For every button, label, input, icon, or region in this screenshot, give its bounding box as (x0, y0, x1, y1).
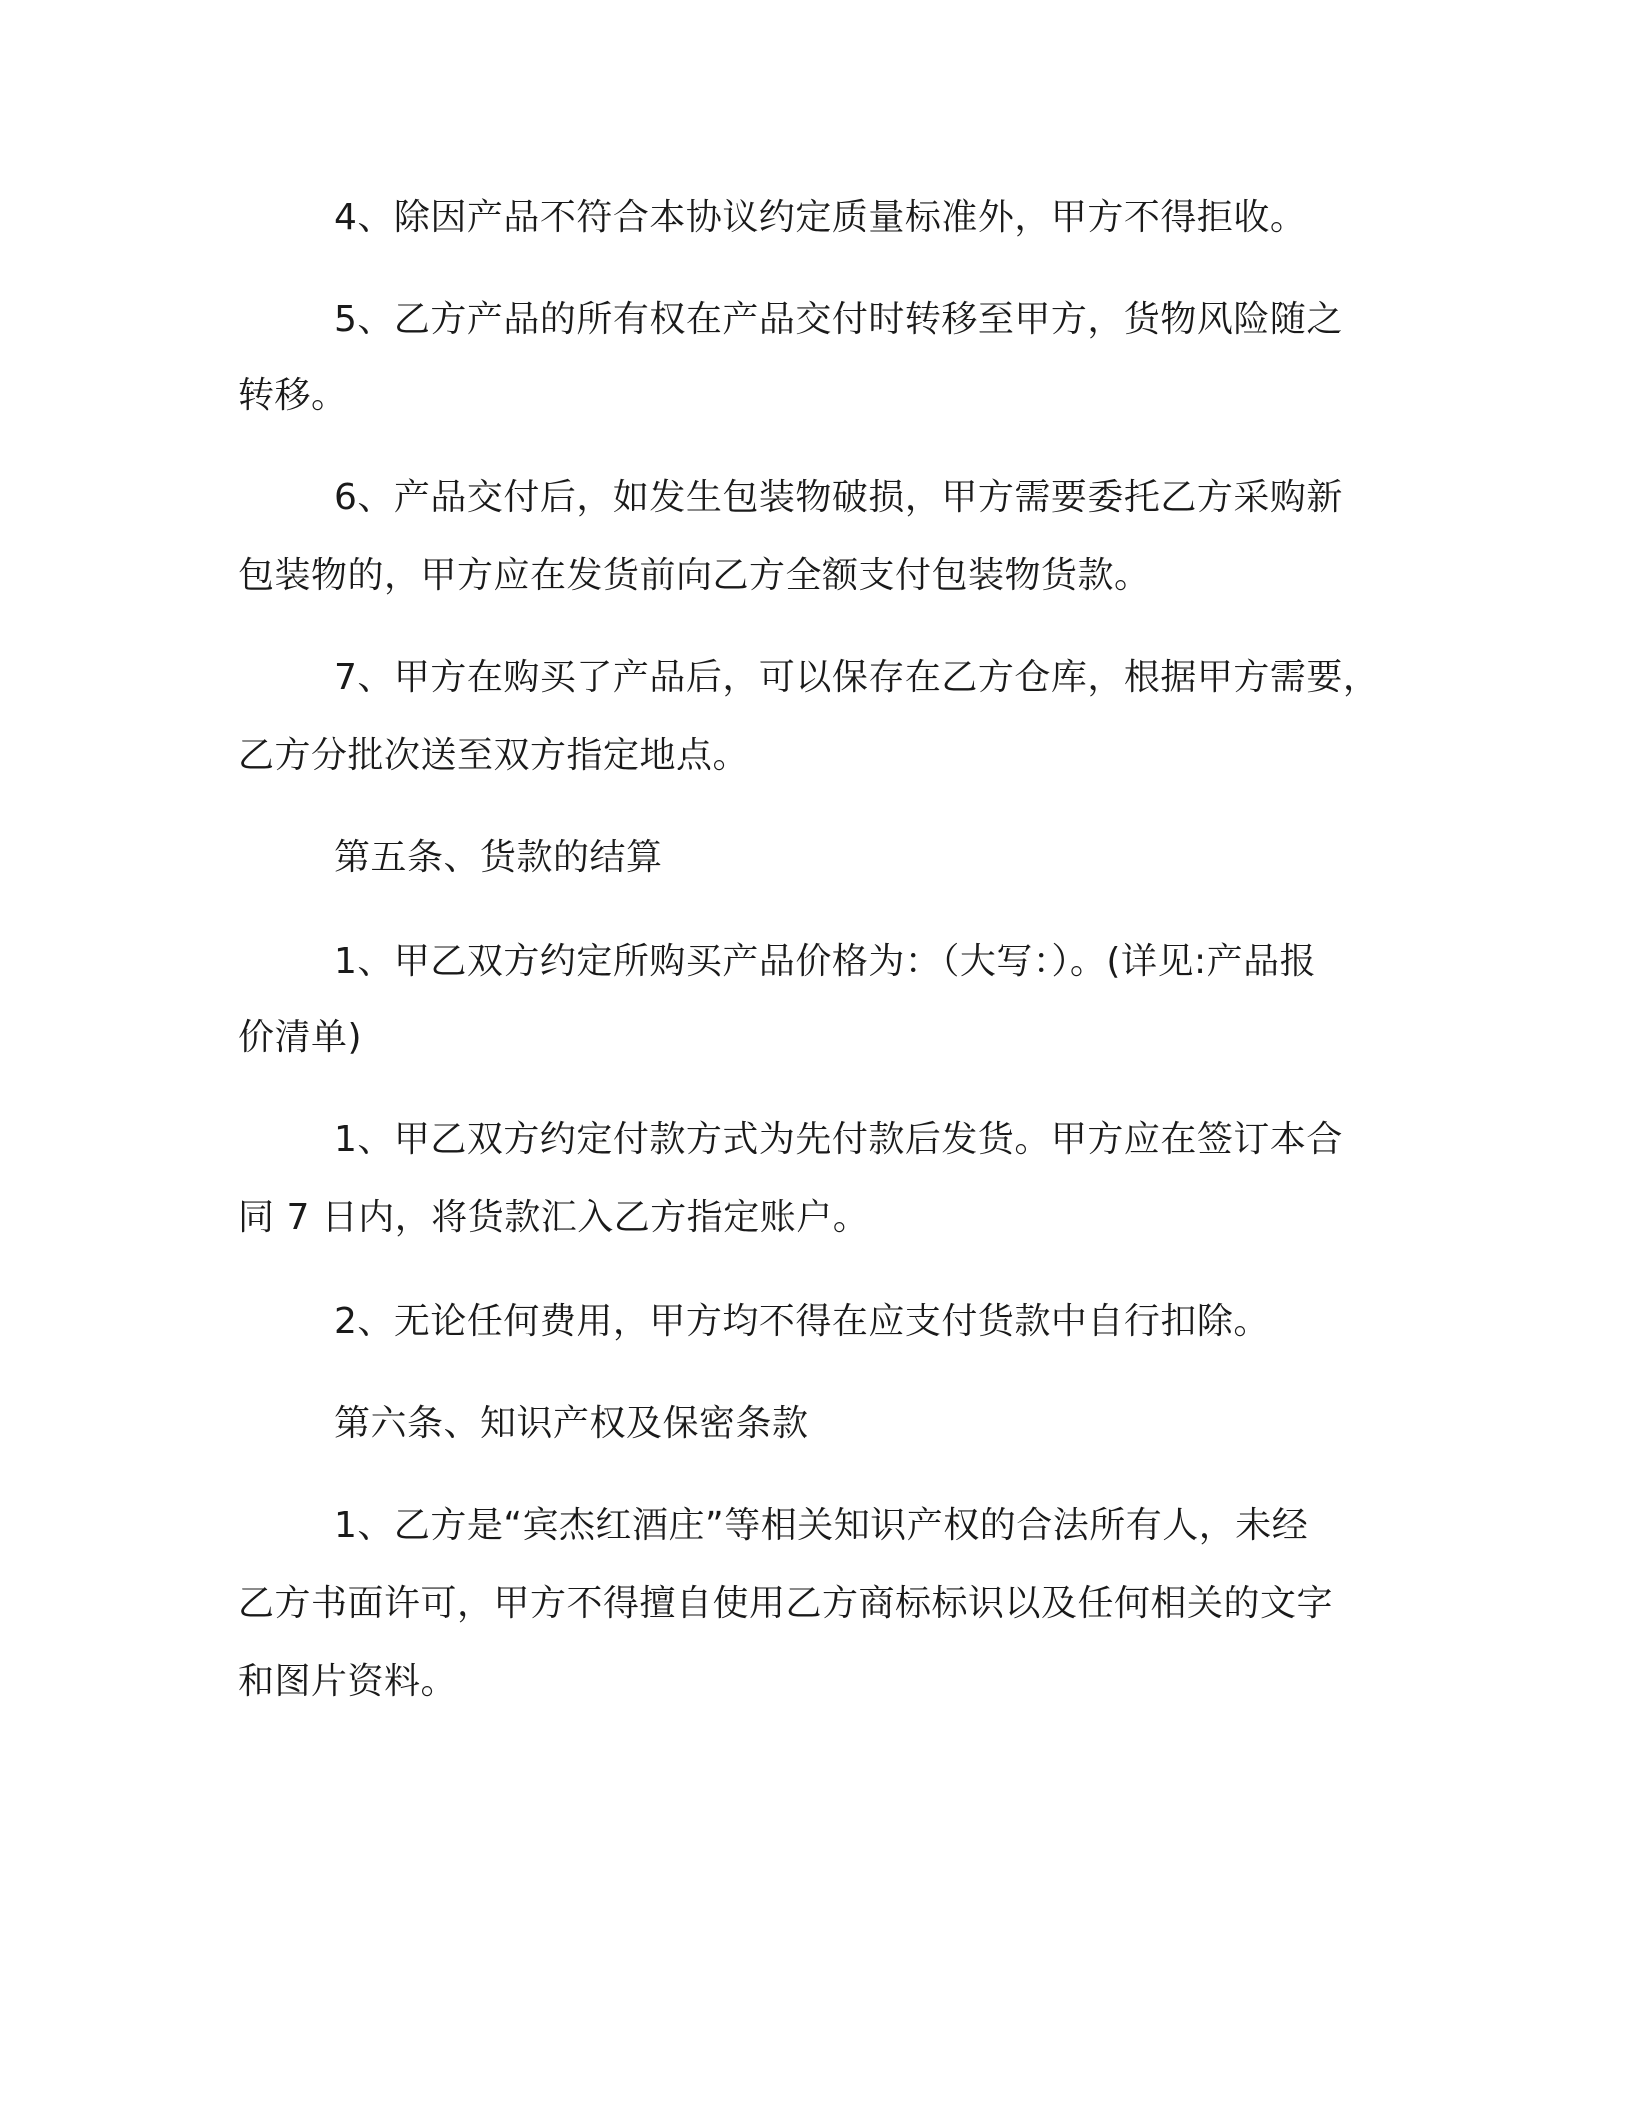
clause-6-line-2: 包装物的，甲方应在发货前向乙方全额支付包装物货款。 (238, 555, 1151, 596)
ip-clause-1-line-3: 和图片资料。 (238, 1661, 458, 1702)
ip-clause-1-line-2: 乙方书面许可，甲方不得擅自使用乙方商标标识以及任何相关的文字 (238, 1583, 1334, 1624)
clause-5-line-1: 5、乙方产品的所有权在产品交付时转移至甲方，货物风险随之 (334, 299, 1343, 340)
clause-7-line-2: 乙方分批次送至双方指定地点。 (238, 735, 750, 776)
clause-4-line-1: 4、除因产品不符合本协议约定质量标准外，甲方不得拒收。 (334, 197, 1307, 238)
clause-7-line-1: 7、甲方在购买了产品后，可以保存在乙方仓库，根据甲方需要， (334, 657, 1380, 698)
payment-clause-1b-line-2: 同 7 日内，将货款汇入乙方指定账户。 (238, 1197, 870, 1238)
article-6-heading: 第六条、知识产权及保密条款 (334, 1403, 809, 1444)
payment-clause-1-line-2: 价清单) (238, 1017, 363, 1058)
clause-6-line-1: 6、产品交付后，如发生包装物破损，甲方需要委托乙方采购新 (334, 477, 1343, 518)
payment-clause-1-line-1: 1、甲乙双方约定所购买产品价格为：（大写：）。(详见:产品报 (334, 941, 1317, 982)
article-5-heading: 第五条、货款的结算 (334, 837, 663, 878)
clause-5-line-2: 转移。 (238, 375, 348, 416)
payment-clause-2-line-1: 2、无论任何费用，甲方均不得在应支付货款中自行扣除。 (334, 1301, 1270, 1342)
ip-clause-1-line-1: 1、乙方是“宾杰红酒庄”等相关知识产权的合法所有人，未经 (334, 1505, 1309, 1546)
payment-clause-1b-line-1: 1、甲乙双方约定付款方式为先付款后发货。甲方应在签订本合 (334, 1119, 1343, 1160)
